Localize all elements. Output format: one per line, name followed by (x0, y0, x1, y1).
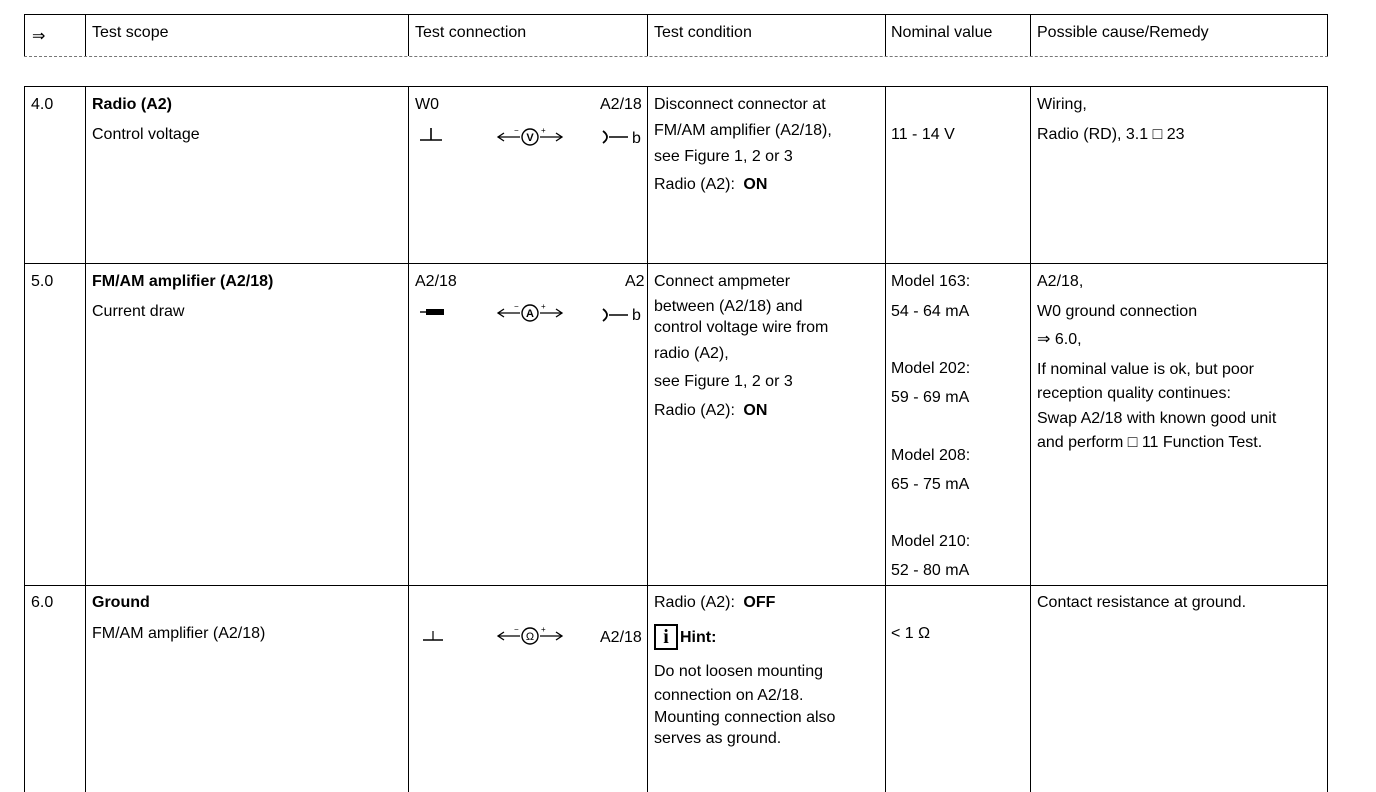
remedy-line: ⇒ 6.0, (1037, 331, 1082, 348)
condition-line: radio (A2), (654, 345, 729, 362)
column-rule (1327, 86, 1328, 792)
condition-line: FM/AM amplifier (A2/18), (654, 122, 832, 139)
header-arrow: ⇒ (32, 28, 46, 45)
test-scope-title: FM/AM amplifier (A2/18) (92, 273, 274, 290)
header-test-connection: Test connection (415, 24, 527, 41)
header-rule (24, 14, 25, 56)
ohmmeter-icon (496, 623, 564, 649)
test-scope-subtitle: Control voltage (92, 126, 200, 143)
hint-line: connection on A2/18. (654, 687, 804, 704)
column-rule (885, 86, 886, 792)
nominal-range: 54 - 64 mA (891, 303, 970, 320)
header-rule (408, 14, 409, 56)
nominal-value: 11 - 14 V (891, 126, 955, 143)
nominal-range: 65 - 75 mA (891, 476, 970, 493)
svg-text:−: − (514, 126, 519, 135)
condition-state-label: Radio (A2): (654, 176, 735, 193)
ground-symbol-icon (420, 628, 446, 646)
header-possible-cause: Possible cause/Remedy (1037, 24, 1209, 41)
connector-symbol-icon (600, 128, 630, 146)
condition-line: Connect ampmeter (654, 273, 791, 290)
header-rule (647, 14, 648, 56)
connection-left-label: W0 (415, 96, 439, 113)
row-divider (24, 263, 1328, 264)
ammeter-icon (496, 300, 564, 326)
column-rule (24, 86, 25, 792)
hint-line: Do not loosen mounting (654, 663, 823, 680)
header-rule (85, 14, 86, 56)
remedy-line: A2/18, (1037, 273, 1084, 290)
remedy-line: Wiring, (1037, 96, 1087, 113)
step-number: 4.0 (31, 96, 54, 113)
plug-symbol-icon (418, 306, 448, 318)
header-rule (1030, 14, 1031, 56)
condition-line: see Figure 1, 2 or 3 (654, 148, 793, 165)
nominal-range: 52 - 80 mA (891, 562, 970, 579)
header-rule (885, 14, 886, 56)
condition-line: Disconnect connector at (654, 96, 826, 113)
svg-text:+: + (541, 126, 546, 135)
column-rule (1030, 86, 1031, 792)
svg-text:+: + (541, 625, 546, 634)
info-hint-icon: i (654, 624, 678, 650)
connector-symbol-icon (600, 306, 630, 324)
remedy-line: Swap A2/18 with known good unit (1037, 410, 1277, 427)
column-rule (647, 86, 648, 792)
connection-right-label: A2 (625, 273, 645, 290)
condition-line: see Figure 1, 2 or 3 (654, 373, 793, 390)
remedy-line: W0 ground connection (1037, 303, 1198, 320)
hint-line: Mounting connection also (654, 709, 836, 726)
nominal-range: 59 - 69 mA (891, 389, 970, 406)
header-top-rule (24, 14, 1328, 15)
remedy-line: Radio (RD), 3.1 □ 23 (1037, 126, 1185, 143)
body-top-rule (24, 86, 1328, 87)
svg-text:−: − (514, 625, 519, 634)
hint-label: Hint: (680, 629, 717, 646)
nominal-model: Model 210: (891, 533, 971, 550)
connection-left-label: A2/18 (415, 273, 457, 290)
column-rule (408, 86, 409, 792)
header-test-scope: Test scope (92, 24, 169, 41)
test-scope-subtitle: Current draw (92, 303, 185, 320)
connection-right-label: A2/18 (600, 96, 642, 113)
svg-text:−: − (514, 302, 519, 311)
connection-pin-label: b (632, 130, 641, 147)
connection-right-label: A2/18 (600, 629, 642, 646)
column-rule (85, 86, 86, 792)
nominal-model: Model 163: (891, 273, 971, 290)
header-nominal-value: Nominal value (891, 24, 993, 41)
condition-line: control voltage wire from (654, 319, 829, 336)
step-number: 5.0 (31, 273, 54, 290)
step-number: 6.0 (31, 594, 54, 611)
condition-state-value: ON (743, 176, 768, 193)
header-rule (1327, 14, 1328, 56)
row-divider (24, 585, 1328, 586)
condition-state-label: Radio (A2): (654, 594, 735, 611)
condition-state (654, 402, 767, 420)
voltmeter-icon (496, 124, 564, 150)
remedy-line: reception quality continues: (1037, 385, 1231, 402)
meter-symbol: V (526, 132, 534, 144)
meter-symbol: A (526, 308, 534, 320)
hint-line: serves as ground. (654, 730, 782, 747)
remedy-line: and perform □ 11 Function Test. (1037, 434, 1263, 451)
test-scope-subtitle: FM/AM amplifier (A2/18) (92, 625, 266, 642)
condition-state-label: Radio (A2): (654, 402, 735, 419)
nominal-value: < 1 Ω (891, 625, 931, 642)
header-bottom-rule (24, 56, 1328, 57)
condition-line: between (A2/18) and (654, 298, 803, 315)
meter-symbol: Ω (525, 631, 535, 643)
condition-state (654, 594, 775, 612)
condition-state-value: ON (743, 402, 768, 419)
connection-pin-label: b (632, 307, 641, 324)
ground-symbol-icon (418, 126, 444, 146)
remedy-line: Contact resistance at ground. (1037, 594, 1247, 611)
nominal-model: Model 202: (891, 360, 971, 377)
condition-state (654, 176, 767, 194)
test-scope-title: Ground (92, 594, 150, 611)
nominal-model: Model 208: (891, 447, 971, 464)
svg-text:+: + (541, 302, 546, 311)
condition-state-value: OFF (743, 594, 776, 611)
hint-header (654, 624, 716, 650)
test-scope-title: Radio (A2) (92, 96, 172, 113)
header-test-condition: Test condition (654, 24, 752, 41)
remedy-line: If nominal value is ok, but poor (1037, 361, 1255, 378)
